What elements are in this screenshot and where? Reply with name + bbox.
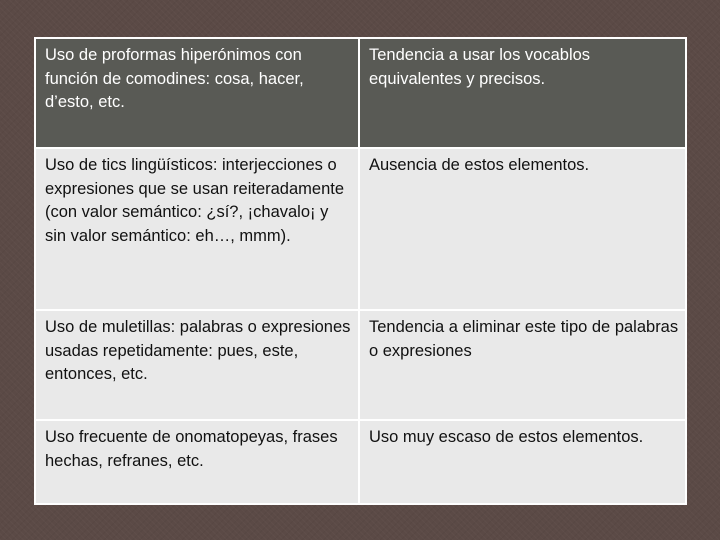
table-cell-right: Uso muy escaso de estos elementos. xyxy=(359,420,686,504)
comparison-table xyxy=(34,37,687,505)
table-cell-right: Tendencia a eliminar este tipo de palabras o expresiones xyxy=(359,310,686,420)
table-row xyxy=(35,148,686,310)
table-row-header xyxy=(35,38,686,148)
table-cell-right: Tendencia a usar los vocablos equivalentes y precisos. xyxy=(359,38,686,148)
table-cell-right: Ausencia de estos elementos. xyxy=(359,148,686,310)
table-cell-left: Uso frecuente de onomatopeyas, frases hechas, refranes, etc. xyxy=(35,420,359,504)
table-row xyxy=(35,420,686,504)
table-cell-left: Uso de proformas hiperónimos con función de comodines: cosa, hacer, d’esto, etc. xyxy=(35,38,359,148)
table-cell-left: Uso de muletillas: palabras o expresiones usadas repetidamente: pues, este, entonces, etc. xyxy=(35,310,359,420)
table-row xyxy=(35,310,686,420)
table-cell-left: Uso de tics lingüísticos: interjecciones o expresiones que se usan reiteradamente (con valor semántico: ¿sí?, ¡chavalo¡ y sin valor semántico: eh…, mmm). xyxy=(35,148,359,310)
